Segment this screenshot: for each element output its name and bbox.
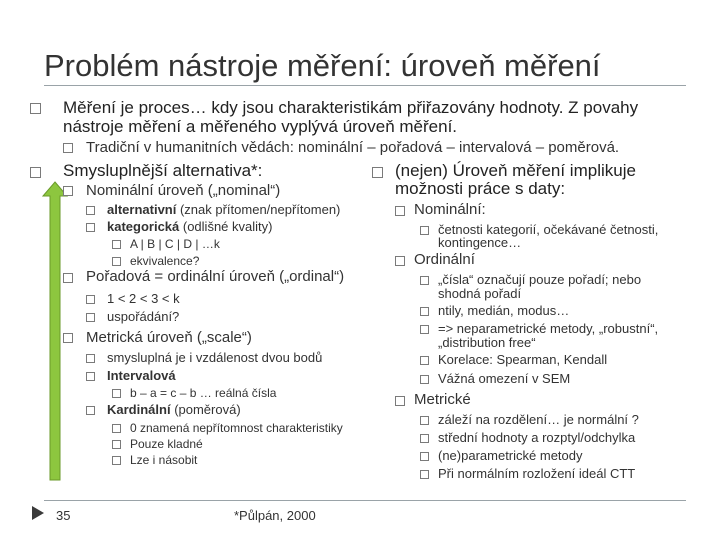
metric-label-rest: úroveň („scale“) [142,329,252,346]
nominal-item-1-rest: (znak přítomen/nepřítomen) [176,202,341,217]
bullet-square-icon [86,223,95,232]
ordinal-item-1: 1 < 2 < 3 < k [107,291,180,306]
right-nominal: Nominální: [414,201,486,218]
intro-line-1: Měření je proces… kdy jsou charakteristikám přiřazovány hodnoty. Z povahy [63,98,639,117]
bullet-square-icon [30,167,41,178]
nominal-item-2-bold: kategorická [107,219,180,234]
bullet-square-icon [395,256,405,266]
bullet-square-icon [86,206,95,215]
bullet-square-icon [420,307,429,316]
right-ordinal-sub-2: ntily, medián, modus… [438,303,570,318]
nominal-label-rest: úroveň („nominal“) [153,182,281,199]
right-ordinal-sub-3b: „distribution free“ [438,335,536,350]
ordinal-item-2: uspořádání? [107,309,180,324]
bullet-square-icon [112,257,121,266]
ratio-bold: Kardinální [107,402,171,417]
right-metric-sub-1: záleží na rozdělení… je normální ? [438,412,639,427]
bullet-square-icon [86,372,95,381]
right-metric-sub-2: střední hodnoty a rozptyl/odchylka [438,430,636,445]
interval-sub: b – a = c – b … reálná čísla [130,386,277,400]
ordinal-label-2: ordinální [167,268,225,285]
nominal-sub-1: A | B | C | D | …k [130,237,220,251]
nominal-item-2 [107,219,272,234]
bullet-square-icon [63,273,73,283]
bullet-square-icon [420,375,429,384]
bullet-square-icon [395,396,405,406]
nominal-item-1 [107,202,340,217]
right-nominal-sub-2: kontingence… [438,235,522,250]
right-nominal-sub-1: četnosti kategorií, očekávané četnosti, [438,222,659,237]
nominal-item-1-bold: alternativní [107,202,177,217]
bullet-square-icon [420,452,429,461]
ratio-sub-1: 0 znamená nepřítomnost charakteristiky [130,421,343,435]
right-ordinal-sub-3a: => neparametrické metody, „robustní“, [438,321,659,336]
ratio-label [107,402,241,417]
right-heading-1: (nejen) Úroveň měření implikuje [395,161,636,180]
metric-label: Metrická [86,329,143,346]
right-metric-sub-4: Při normálním rozložení ideál CTT [438,466,636,481]
ratio-sub-3: Lze i násobit [130,453,198,467]
ratio-rest: (poměrová) [170,402,241,417]
bullet-square-icon [112,424,121,433]
right-metric-sub-3: (ne)parametrické metody [438,448,583,463]
bullet-square-icon [86,295,95,304]
bullet-square-icon [420,276,429,285]
bottom-rule [44,500,686,501]
bullet-square-icon [112,440,121,449]
nominal-sub-2: ekvivalence? [130,254,200,268]
right-ordinal: Ordinální [414,251,475,268]
ordinal-level [86,268,344,285]
bullet-square-icon [86,406,95,415]
nominal-label: Nominální [86,182,154,199]
nominal-item-2-rest: (odlišné kvality) [179,219,273,234]
bullet-square-icon [420,356,429,365]
nominal-level [86,182,280,199]
bullet-square-icon [112,456,121,465]
bullet-square-icon [372,167,383,178]
page-number: 35 [56,508,71,523]
intro-line-2: nástroje měření a měřeného vyplývá úroveň měření. [63,117,458,136]
bullet-square-icon [420,434,429,443]
right-ordinal-sub-5: Vážná omezení v SEM [438,371,571,386]
page-number-marker-icon [32,506,44,520]
bullet-square-icon [30,103,41,114]
up-arrow-icon [42,180,68,482]
bullet-square-icon [86,354,95,363]
bullet-square-icon [112,389,121,398]
ratio-sub-2: Pouze kladné [130,437,203,451]
title-rule [44,85,686,86]
right-ordinal-sub-1b: shodná pořadí [438,286,522,301]
metric-item-1: smysluplná je i vzdálenost dvou bodů [107,350,323,365]
bullet-square-icon [420,416,429,425]
slide-title: Problém nástroje měření: úroveň měření [44,48,601,83]
ordinal-label: Pořadová [86,268,151,285]
bullet-square-icon [420,470,429,479]
bullet-square-icon [63,186,73,196]
bullet-square-icon [420,325,429,334]
metric-level [86,329,252,346]
intro-sub: Tradiční v humanitních vědách: nominální – pořadová – intervalová – poměrová. [86,139,620,156]
left-heading: Smysluplnější alternativa*: [63,161,263,180]
right-ordinal-sub-1a: „čísla“ označují pouze pořadí; nebo [438,272,642,287]
interval-label: Intervalová [107,368,176,383]
right-ordinal-sub-4: Korelace: Spearman, Kendall [438,352,608,367]
footer-citation: *Půlpán, 2000 [234,508,316,523]
bullet-square-icon [63,143,73,153]
right-metric: Metrické [414,391,471,408]
ordinal-eq: = [150,268,168,285]
bullet-square-icon [420,226,429,235]
bullet-square-icon [63,333,73,343]
bullet-square-icon [112,240,121,249]
ordinal-label-rest: úroveň („ordinal“) [224,268,345,285]
right-heading-2: možnosti práce s daty: [395,179,566,198]
bullet-square-icon [395,206,405,216]
bullet-square-icon [86,313,95,322]
